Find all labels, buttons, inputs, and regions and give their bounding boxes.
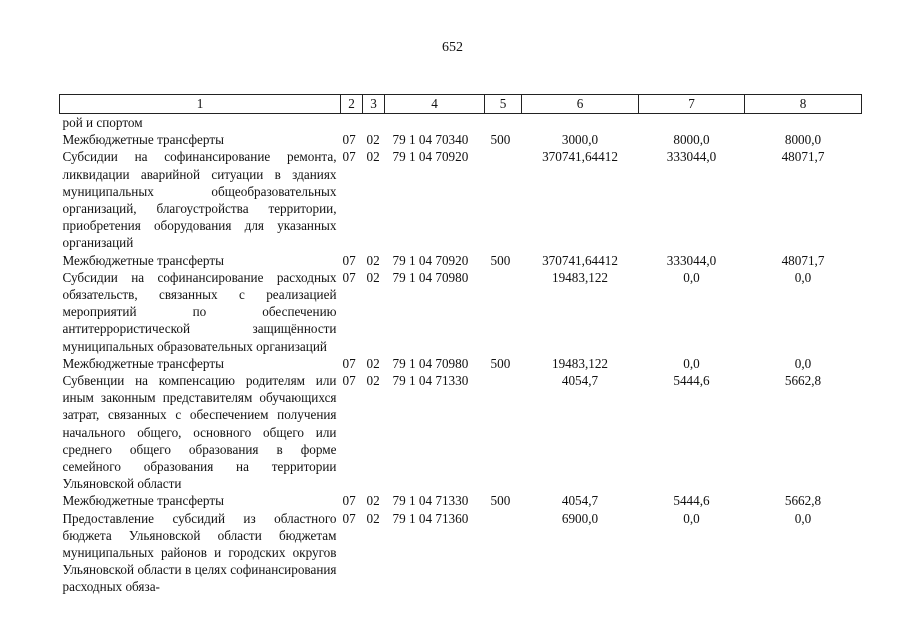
- table-row: [60, 510, 862, 596]
- section-code-cell: 07: [342, 493, 356, 509]
- section-code-cell: 07: [342, 149, 356, 165]
- amount-col8-cell: 48071,7: [781, 252, 825, 268]
- subsection-code-cell: 02: [366, 373, 380, 389]
- column-header: 2: [341, 95, 363, 114]
- amount-col7-cell: 5444,6: [673, 373, 710, 389]
- amount-col8-cell: 0,0: [794, 355, 812, 371]
- amount-col8-cell: 8000,0: [784, 132, 822, 148]
- target-article-cell: 79 1 04 70980: [392, 269, 469, 285]
- table-row: [60, 148, 862, 251]
- amount-col7-cell: 0,0: [683, 269, 700, 285]
- expense-type-cell: [485, 269, 522, 355]
- expense-type-cell: [485, 148, 522, 251]
- section-code-cell: 07: [342, 373, 356, 389]
- amount-col7-cell: 8000,0: [673, 132, 710, 148]
- row-name-cell: Субвенции на компенсацию родителям или иным законным представителям обучающихся затрат, связанных с обеспечением получения начального общего, основного общего или среднего общего образования в форме семейного образования на территории Ульяновской области: [62, 373, 337, 492]
- target-article-cell: 79 1 04 70920: [392, 252, 469, 268]
- column-header: 8: [745, 95, 862, 114]
- column-header: 5: [485, 95, 522, 114]
- row-name-cell: Межбюджетные трансферты: [62, 132, 224, 148]
- column-header: 7: [639, 95, 745, 114]
- amount-col7-cell: 0,0: [683, 510, 700, 526]
- row-name-cell: рой и спортом: [62, 115, 143, 130]
- target-article-cell: 79 1 04 71360: [392, 510, 469, 526]
- column-header: 4: [385, 95, 485, 114]
- section-code-cell: 07: [342, 132, 356, 148]
- target-article-cell: 79 1 04 70980: [392, 355, 469, 371]
- subsection-code-cell: [363, 114, 385, 132]
- amount-col8-cell: 0,0: [794, 510, 812, 526]
- budget-table: [59, 94, 862, 596]
- row-name-cell: Предоставление субсидий из областного бюджета Ульяновской области бюджетам муниципальных районов и городских округов Ульяновской области в целях софинансирования расходных обяза-: [62, 510, 337, 595]
- row-name-cell: Межбюджетные трансферты: [62, 355, 224, 371]
- subsection-code-cell: 02: [366, 132, 380, 148]
- target-article-cell: 79 1 04 70920: [392, 149, 469, 165]
- amount-col6-cell: 6900,0: [561, 510, 599, 526]
- section-code-cell: 07: [342, 252, 356, 268]
- amount-col6-cell: [522, 114, 639, 132]
- amount-col8-cell: 5662,8: [784, 493, 822, 509]
- amount-col8-cell: [745, 114, 862, 132]
- row-name-cell: Субсидии на софинансирование ремонта, ликвидации аварийной ситуации в зданиях муниципальных общеобразовательных организаций, благоустройства территории, приобретения оборудования для указанных организаций: [62, 149, 337, 251]
- expense-type-cell: 500: [490, 355, 511, 371]
- expense-type-cell: [485, 372, 522, 492]
- table-row: [60, 114, 862, 132]
- subsection-code-cell: 02: [366, 149, 380, 165]
- column-header: 1: [60, 95, 341, 114]
- amount-col6-cell: 370741,64412: [542, 252, 618, 268]
- section-code-cell: 07: [342, 269, 356, 285]
- target-article-cell: 79 1 04 71330: [392, 373, 469, 389]
- amount-col8-cell: 48071,7: [781, 149, 825, 165]
- section-code-cell: [341, 114, 363, 132]
- target-article-cell: [385, 114, 485, 132]
- amount-col8-cell: 5662,8: [784, 373, 822, 389]
- amount-col6-cell: 4054,7: [561, 373, 599, 389]
- expense-type-cell: [485, 510, 522, 596]
- amount-col8-cell: 0,0: [794, 269, 812, 285]
- row-name-cell: Субсидии на софинансирование расходных обязательств, связанных с реализацией мероприятий по обеспечению антитеррористической защищённости муниципальных образовательных организаций: [62, 269, 337, 354]
- expense-type-cell: 500: [490, 252, 511, 268]
- amount-col7-cell: 333044,0: [666, 252, 717, 268]
- subsection-code-cell: 02: [366, 510, 380, 526]
- page-number: 652: [442, 40, 463, 55]
- amount-col7-cell: 5444,6: [673, 493, 710, 509]
- subsection-code-cell: 02: [366, 355, 380, 371]
- section-code-cell: 07: [342, 355, 356, 371]
- subsection-code-cell: 02: [366, 252, 380, 268]
- target-article-cell: 79 1 04 70340: [392, 132, 469, 148]
- expense-type-cell: 500: [490, 132, 511, 148]
- target-article-cell: 79 1 04 71330: [392, 493, 469, 509]
- section-code-cell: 07: [342, 510, 356, 526]
- table-row: [60, 492, 862, 509]
- amount-col6-cell: 370741,64412: [542, 149, 618, 165]
- table-row: [60, 269, 862, 355]
- subsection-code-cell: 02: [366, 269, 380, 285]
- amount-col6-cell: 19483,122: [551, 269, 609, 285]
- amount-col7-cell: 0,0: [683, 355, 700, 371]
- amount-col6-cell: 4054,7: [561, 493, 599, 509]
- amount-col7-cell: [639, 114, 745, 132]
- header-row: [60, 95, 862, 114]
- table-row: [60, 355, 862, 372]
- amount-col6-cell: 19483,122: [551, 355, 609, 371]
- expense-type-cell: [485, 114, 522, 132]
- amount-col6-cell: 3000,0: [561, 132, 599, 148]
- column-header: 3: [363, 95, 385, 114]
- table-row: [60, 252, 862, 269]
- amount-col7-cell: 333044,0: [666, 149, 717, 165]
- table-row: [60, 372, 862, 492]
- expense-type-cell: 500: [490, 493, 511, 509]
- row-name-cell: Межбюджетные трансферты: [62, 493, 224, 509]
- subsection-code-cell: 02: [366, 493, 380, 509]
- table-row: [60, 131, 862, 148]
- column-header: 6: [522, 95, 639, 114]
- row-name-cell: Межбюджетные трансферты: [62, 252, 224, 268]
